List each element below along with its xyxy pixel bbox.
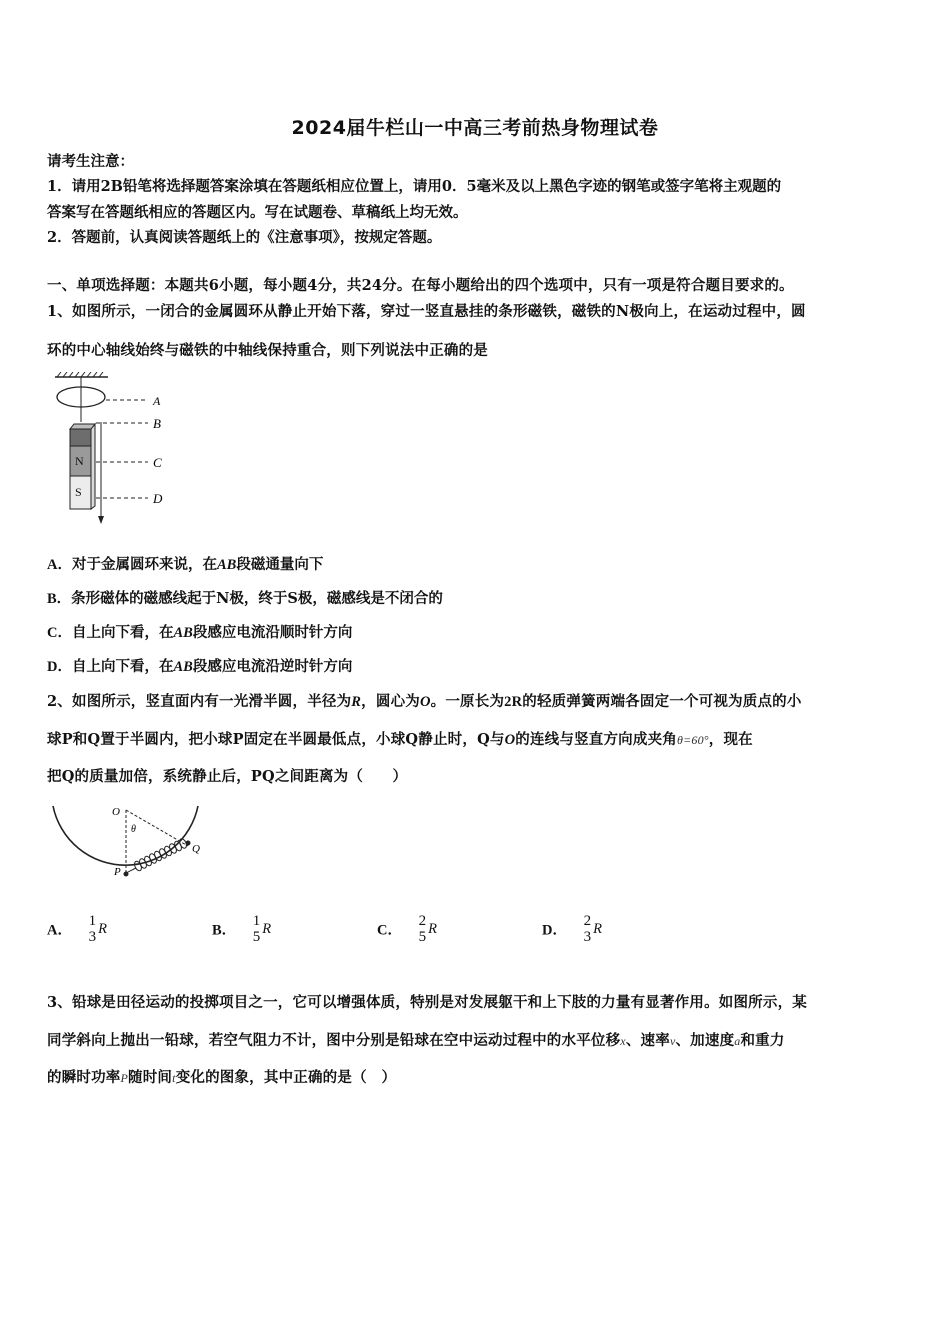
q2-stem-line-2: 球P和Q置于半圆内，把小球P固定在半圆最低点，小球Q静止时，Q与O的连线与竖直方向成夹角θ=60°，现在 xyxy=(47,731,753,748)
q2-figure-semicircle xyxy=(48,802,208,884)
q2-option-b[interactable]: B． 1 5 R xyxy=(212,913,272,945)
label-d: D xyxy=(153,491,163,506)
ball-p xyxy=(124,872,129,877)
option-text: 段感应电流沿顺时针方向 xyxy=(192,624,353,641)
fraction: 1 5 xyxy=(252,913,261,945)
option-label: A． xyxy=(47,922,72,939)
label-c: C xyxy=(153,455,162,470)
label-o: O xyxy=(112,806,120,818)
option-text: 自上向下看，在 xyxy=(71,624,174,641)
option-text: 段感应电流沿逆时针方向 xyxy=(192,658,353,675)
q1-figure-magnet xyxy=(50,372,190,527)
option-label: D． xyxy=(47,659,72,675)
q1-option-c[interactable] xyxy=(47,623,352,643)
option-text: 条形磁体的磁感线起于N极，终于S极，磁感线是不闭合的 xyxy=(71,590,443,607)
fraction: 2 3 xyxy=(583,913,592,945)
q2-option-a[interactable]: A． 1 3 R xyxy=(47,913,107,945)
q2-option-d[interactable]: D． 2 3 R xyxy=(542,913,602,945)
option-symbol: AB xyxy=(216,557,237,573)
q1-stem-line-2: 环的中心轴线始终与磁铁的中轴线保持重合，则下列说法中正确的是 xyxy=(47,342,488,359)
ball-q xyxy=(186,841,191,846)
notice-item-2: 2．答题前，认真阅读答题纸上的《注意事项》，按规定答题。 xyxy=(47,229,442,246)
label-b: B xyxy=(153,416,161,431)
q3-stem-line-2: 同学斜向上抛出一铅球，若空气阻力不计，图中分别是铅球在空中运动过程中的水平位移x、速率v、加速度a和重力 xyxy=(47,1032,785,1049)
q3-stem-line-3: 的瞬时功率P随时间t变化的图象，其中正确的是（ ） xyxy=(47,1069,397,1086)
section-1-heading: 一、单项选择题：本题共6小题，每小题4分，共24分。在每小题给出的四个选项中，只有一项是符合题目要求的。 xyxy=(47,277,794,294)
label-n: N xyxy=(75,454,84,468)
option-label: C． xyxy=(377,922,402,939)
option-symbol: AB xyxy=(173,625,193,641)
label-theta: θ xyxy=(131,824,136,835)
fraction: 2 5 xyxy=(418,913,427,945)
option-label: B． xyxy=(212,922,237,939)
option-label: A． xyxy=(47,557,72,573)
option-label: C． xyxy=(47,625,72,641)
q1-option-a[interactable] xyxy=(47,555,323,575)
q1-option-d[interactable] xyxy=(47,657,352,677)
page-title: 2024届牛栏山一中高三考前热身物理试卷 xyxy=(291,117,659,139)
q1-option-b[interactable] xyxy=(47,589,443,609)
option-text: 自上向下看，在 xyxy=(71,658,174,675)
option-text: 对于金属圆环来说，在 xyxy=(71,556,217,573)
q3-stem-line-1: 3、铅球是田径运动的投掷项目之一，它可以增强体质，特别是对发展躯干和上下肢的力量有显著作用。如图所示，某 xyxy=(47,994,807,1011)
notice-item-1-line-2: 答案写在答题纸相应的答题区内。写在试题卷、草稿纸上均无效。 xyxy=(47,204,468,221)
label-a: A xyxy=(153,394,161,408)
fraction: 1 3 xyxy=(88,913,97,945)
option-label: D． xyxy=(542,922,567,939)
q2-stem-line-1: 2、如图所示，竖直面内有一光滑半圆，半径为R，圆心为O。一原长为2R的轻质弹簧两端各固定一个可视为质点的小 xyxy=(47,693,802,710)
option-label: B． xyxy=(47,591,72,607)
label-p: P xyxy=(114,866,121,878)
label-q: Q xyxy=(192,843,200,855)
q2-option-c[interactable]: C． 2 5 R xyxy=(377,913,437,945)
q1-stem-line-1: 1、如图所示，一闭合的金属圆环从静止开始下落，穿过一竖直悬挂的条形磁铁，磁铁的N极向上，在运动过程中，圆 xyxy=(47,303,806,320)
option-text: 段磁通量向下 xyxy=(236,556,324,573)
option-symbol: AB xyxy=(173,659,193,675)
label-s: S xyxy=(75,485,82,499)
q2-stem-line-3: 把Q的质量加倍，系统静止后，PQ之间距离为（ ） xyxy=(47,768,408,785)
notice-heading: 请考生注意： xyxy=(47,153,134,170)
notice-item-1-line-1: 1．请用2B铅笔将选择题答案涂填在答题纸相应位置上，请用0．5毫米及以上黑色字迹的钢笔或签字笔将主观题的 xyxy=(47,178,782,195)
